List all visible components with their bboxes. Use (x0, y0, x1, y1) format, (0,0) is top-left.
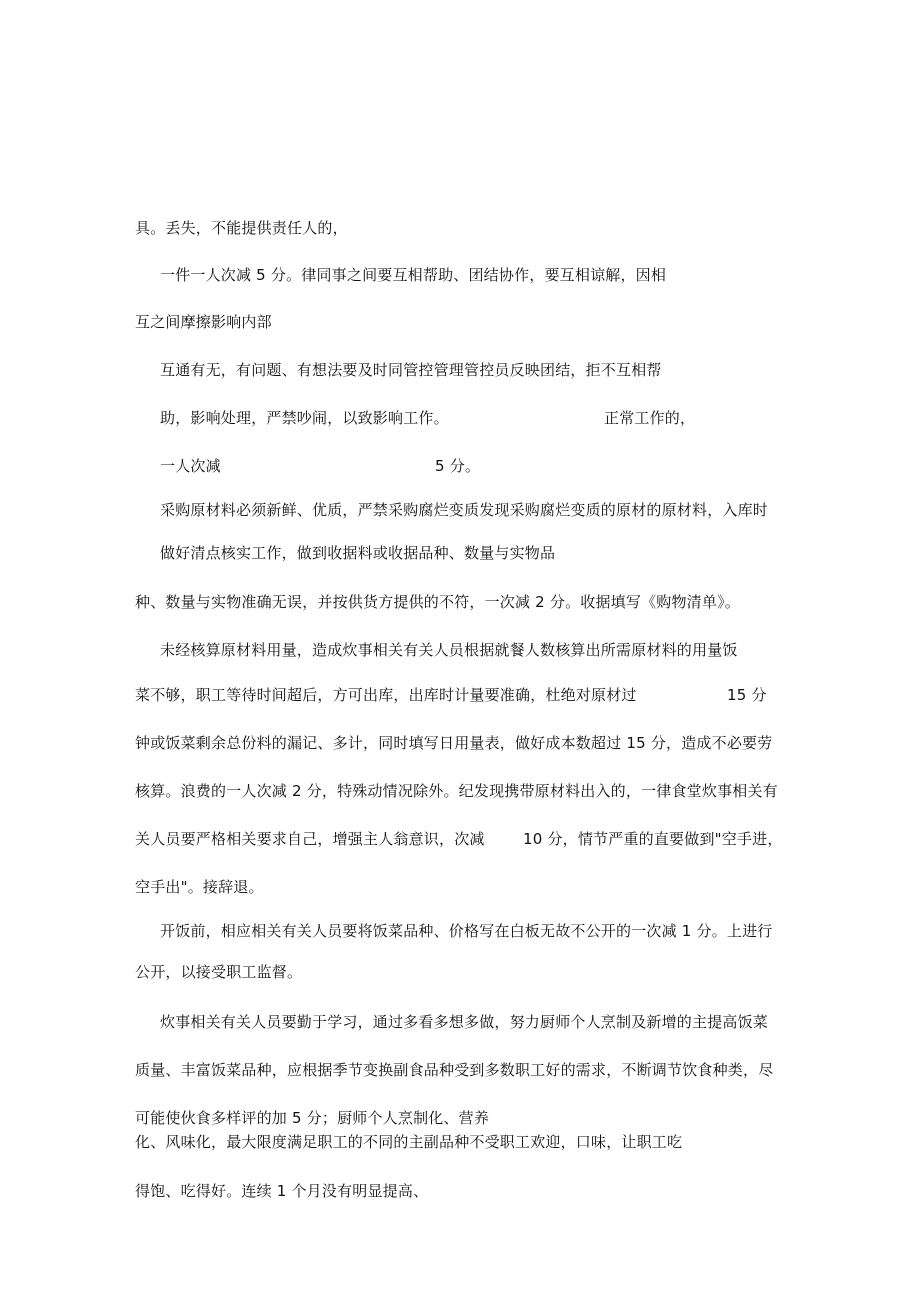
text-line (160, 640, 738, 660)
text-line (135, 218, 348, 238)
text-line (523, 829, 783, 849)
line-text: 菜不够，职工等待时间超后，方可出库，出库时计量要准确，杜绝对原材过 (135, 686, 637, 704)
line-text: 具。丢失，不能提供责任人的， (135, 219, 348, 237)
line-text: 化、风味化，最大限度满足职工的不同的主副品种不受职工欢迎，口味，让职工吃 (135, 1133, 683, 1151)
text-line (160, 408, 449, 428)
line-text: 公开，以接受职工监督。 (135, 963, 303, 981)
text-line (604, 408, 695, 428)
text-line (727, 685, 767, 705)
text-line (135, 1132, 682, 1152)
line-text: 助，影响处理，严禁吵闹，以致影响工作。 (160, 409, 449, 427)
line-text: 互通有无，有问题、有想法要及时同管控管理管控员反映团结，拒不互相帮 (160, 361, 662, 379)
text-line (135, 877, 264, 897)
line-text: 采购原材料必须新鲜、优质，严禁采购腐烂变质发现采购腐烂变质的原材的原材料，入库时 (160, 501, 769, 519)
text-line (160, 543, 555, 563)
text-line (135, 733, 772, 753)
line-text: 10 分，情节严重的直要做到"空手进， (523, 830, 783, 848)
text-line (135, 1060, 773, 1080)
line-text: 质量、丰富饭菜品种，应根据季节变换副食品种受到多数职工好的需求，不断调节饮食种类，尽 (135, 1061, 774, 1079)
line-text: 5 分。 (435, 457, 481, 475)
line-text: 互之间摩擦影响内部 (135, 313, 272, 331)
text-line (160, 500, 768, 520)
text-line (160, 456, 221, 476)
text-line (135, 781, 778, 801)
text-line (135, 592, 740, 612)
line-text: 得饱、吃得好。连续 1 个月没有明显提高、 (135, 1182, 429, 1200)
line-text: 种、数量与实物准确无误，并按供货方提供的不符，一次减 2 分。收据填写《购物清单》。 (135, 593, 740, 611)
text-line (135, 829, 485, 849)
line-text: 炊事相关有关人员要勤于学习，通过多看多想多做，努力厨师个人烹制及新增的主提高饭菜 (160, 1013, 769, 1031)
text-line (135, 1108, 489, 1128)
line-text: 开饭前，相应相关有关人员要将饭菜品种、价格写在白板无故不公开的一次减 1 分。上进行 (160, 922, 773, 940)
text-line (160, 1012, 768, 1032)
line-text: 未经核算原材料用量，造成炊事相关有关人员根据就餐人数核算出所需原材料的用量饭 (160, 641, 738, 659)
line-text: 一件一人次减 5 分。律同事之间要互相帮助、团结协作，要互相谅解，因相 (160, 266, 667, 284)
line-text: 一人次减 (160, 457, 221, 475)
text-line (135, 1181, 428, 1201)
text-line (160, 360, 662, 380)
line-text: 做好清点核实工作，做到收据料或收据品种、数量与实物品 (160, 544, 556, 562)
line-text: 关人员要严格相关要求自己，增强主人翁意识，次减 (135, 830, 485, 848)
text-line (135, 312, 272, 332)
text-line (135, 962, 302, 982)
line-text: 15 分 (727, 686, 767, 704)
line-text: 正常工作的， (604, 409, 696, 427)
line-text: 空手出"。接辞退。 (135, 878, 264, 896)
line-text: 核算。浪费的一人次减 2 分，特殊动情况除外。纪发现携带原材料出入的，一律食堂炊事相关有 (135, 782, 778, 800)
line-text: 可能使伙食多样评的加 5 分；厨师个人烹制化、营养 (135, 1109, 490, 1127)
text-line (435, 456, 480, 476)
text-line (160, 921, 772, 941)
line-text: 钟或饭菜剩余总份料的漏记、多计，同时填写日用量表，做好成本数超过 15 分，造成不必要劳 (135, 734, 773, 752)
text-line (160, 265, 666, 285)
text-line (135, 685, 637, 705)
